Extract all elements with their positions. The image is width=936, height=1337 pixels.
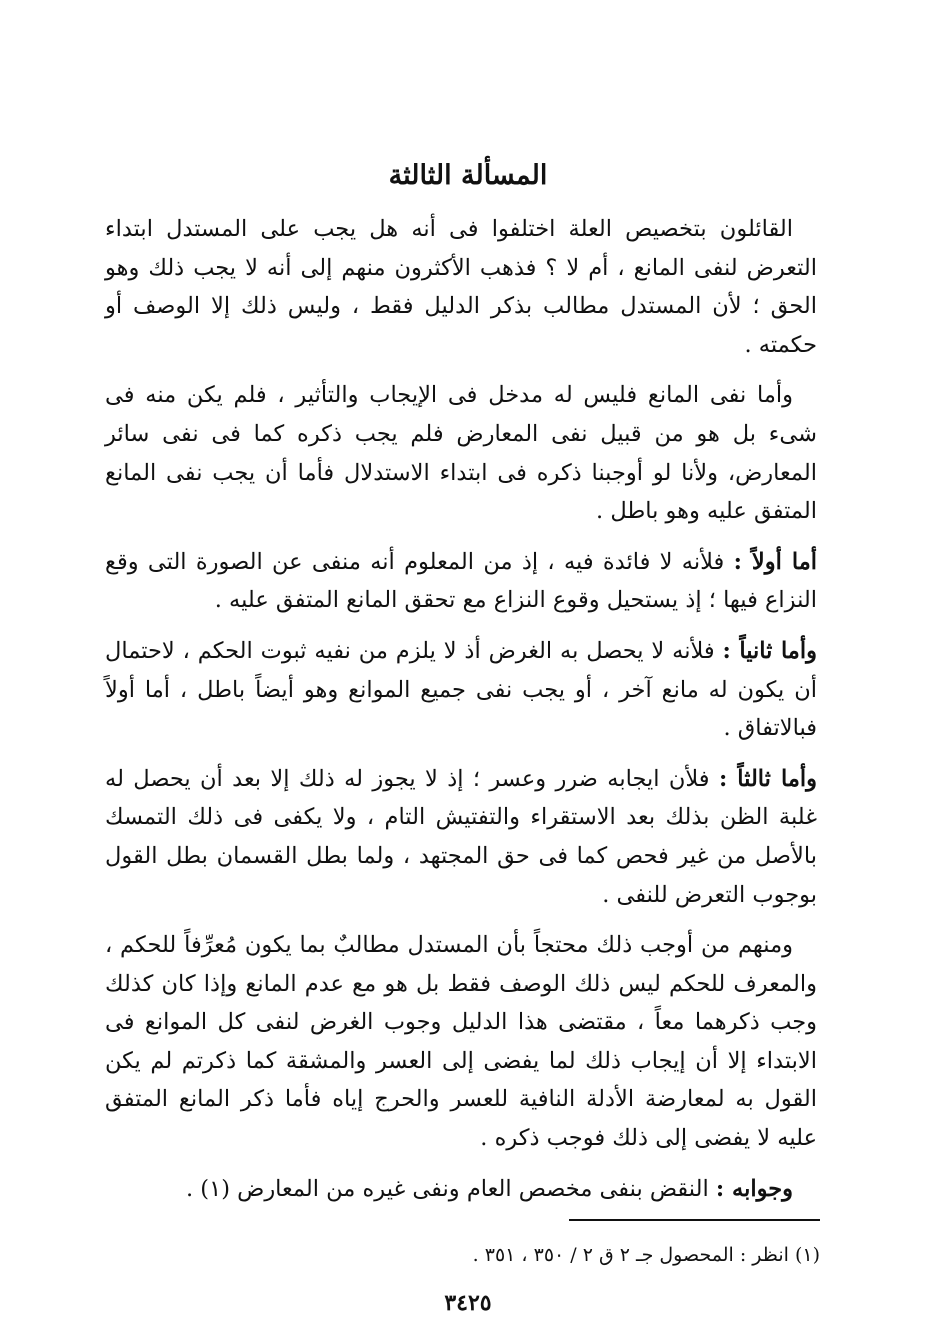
paragraph-text: النقض بنفى مخصص العام ونفى غيره من المعارض (١) . (186, 1175, 709, 1202)
paragraph-text: فلأنه لا فائدة فيه ، إذ من المعلوم أنه منفى عن الصورة التى وقع النزاع فيها ؛ إذ يستحيل وقوع النزاع مع تحقق المانع المتفق عليه . (105, 548, 817, 614)
paragraph-1 (105, 210, 817, 364)
paragraph-text: ومنهم من أوجب ذلك محتجاً بأن المستدل مطالبٌ بما يكون مُعرِّفاً للحكم ، والمعرف للحكم ليس ذلك الوصف فقط بل هو مع عدم المانع وإذا كان كذلك وجب ذكرهما معاً ، مقتضى هذا الدليل وجوب الغرض لنفى كل الموانع فى الابتداء إلا أن إيجاب ذلك لما يفضى إلى العسر والمشقة كما ذكرتم لم يكن القول به لمعارضة الأدلة النافية للعسر والحرج إياه فأما ذكر المانع المتفق عليه لا يفضى إلى ذلك فوجب ذكره . (105, 932, 817, 1152)
paragraph-lead: وأما ثالثاً : (718, 765, 817, 792)
paragraph-text: القائلون بتخصيص العلة اختلفوا فى أنه هل يجب على المستدل ابتداء التعرض لنفى المانع ، أم لا ؟ فذهب الأكثرون منهم إلى أنه لا يجب ذلك وهو الحق ؛ لأن المستدل مطالب بذكر الدليل فقط ، وليس ذلك إلا الوصف أو حكمته . (105, 216, 817, 358)
paragraph-text: فلأنه لا يحصل به الغرض أذ لا يلزم من نفيه ثبوت الحكم ، لاحتمال أن يكون له مانع آخر ، أو يجب نفى جميع الموانع وهو أيضاً باطل ، أما أولاً فبالاتفاق . (105, 637, 817, 742)
paragraph-2 (105, 376, 817, 530)
paragraph-lead: وأما ثانياً : (722, 637, 817, 664)
body-text (105, 210, 817, 1220)
paragraph-4 (105, 632, 817, 748)
paragraph-5 (105, 760, 817, 914)
paragraph-lead: أما أولاً : (733, 548, 817, 575)
paragraph-7 (105, 1170, 817, 1209)
section-title: المسألة الثالثة (388, 160, 548, 191)
paragraph-text: فلأن ايجابه ضرر وعسر ؛ إذ لا يجوز له ذلك إلا بعد أن يحصل له غلبة الظن بذلك بعد الاستقراء والتفتيش التام ، ولا يكفى فى ذلك التمسك بالأصل من غير فحص كما فى حق المجتهد ، ولما بطل القسمان بطل القول بوجوب التعرض للنفى . (105, 765, 817, 908)
footnote-divider (569, 1219, 820, 1221)
footnote: (١) انظر : المحصول جـ ٢ ق ٢ / ٣٥٠ ، ٣٥١ . (472, 1244, 820, 1266)
paragraph-6 (105, 926, 817, 1158)
paragraph-3 (105, 543, 817, 620)
paragraph-lead: وجوابه : (715, 1175, 793, 1202)
page-number: ٣٤٢٥ (444, 1290, 492, 1316)
paragraph-text: وأما نفى المانع فليس له مدخل فى الإيجاب والتأثير ، فلم يكن منه فى شىء بل هو من قبيل نفى المعارض فلم يجب ذكره كما فى نفى سائر المعارض، ولأنا لو أوجبنا ذكره فى ابتداء الاستدلال فأما أن يجب نفى المانع المتفق عليه وهو باطل . (105, 382, 817, 525)
